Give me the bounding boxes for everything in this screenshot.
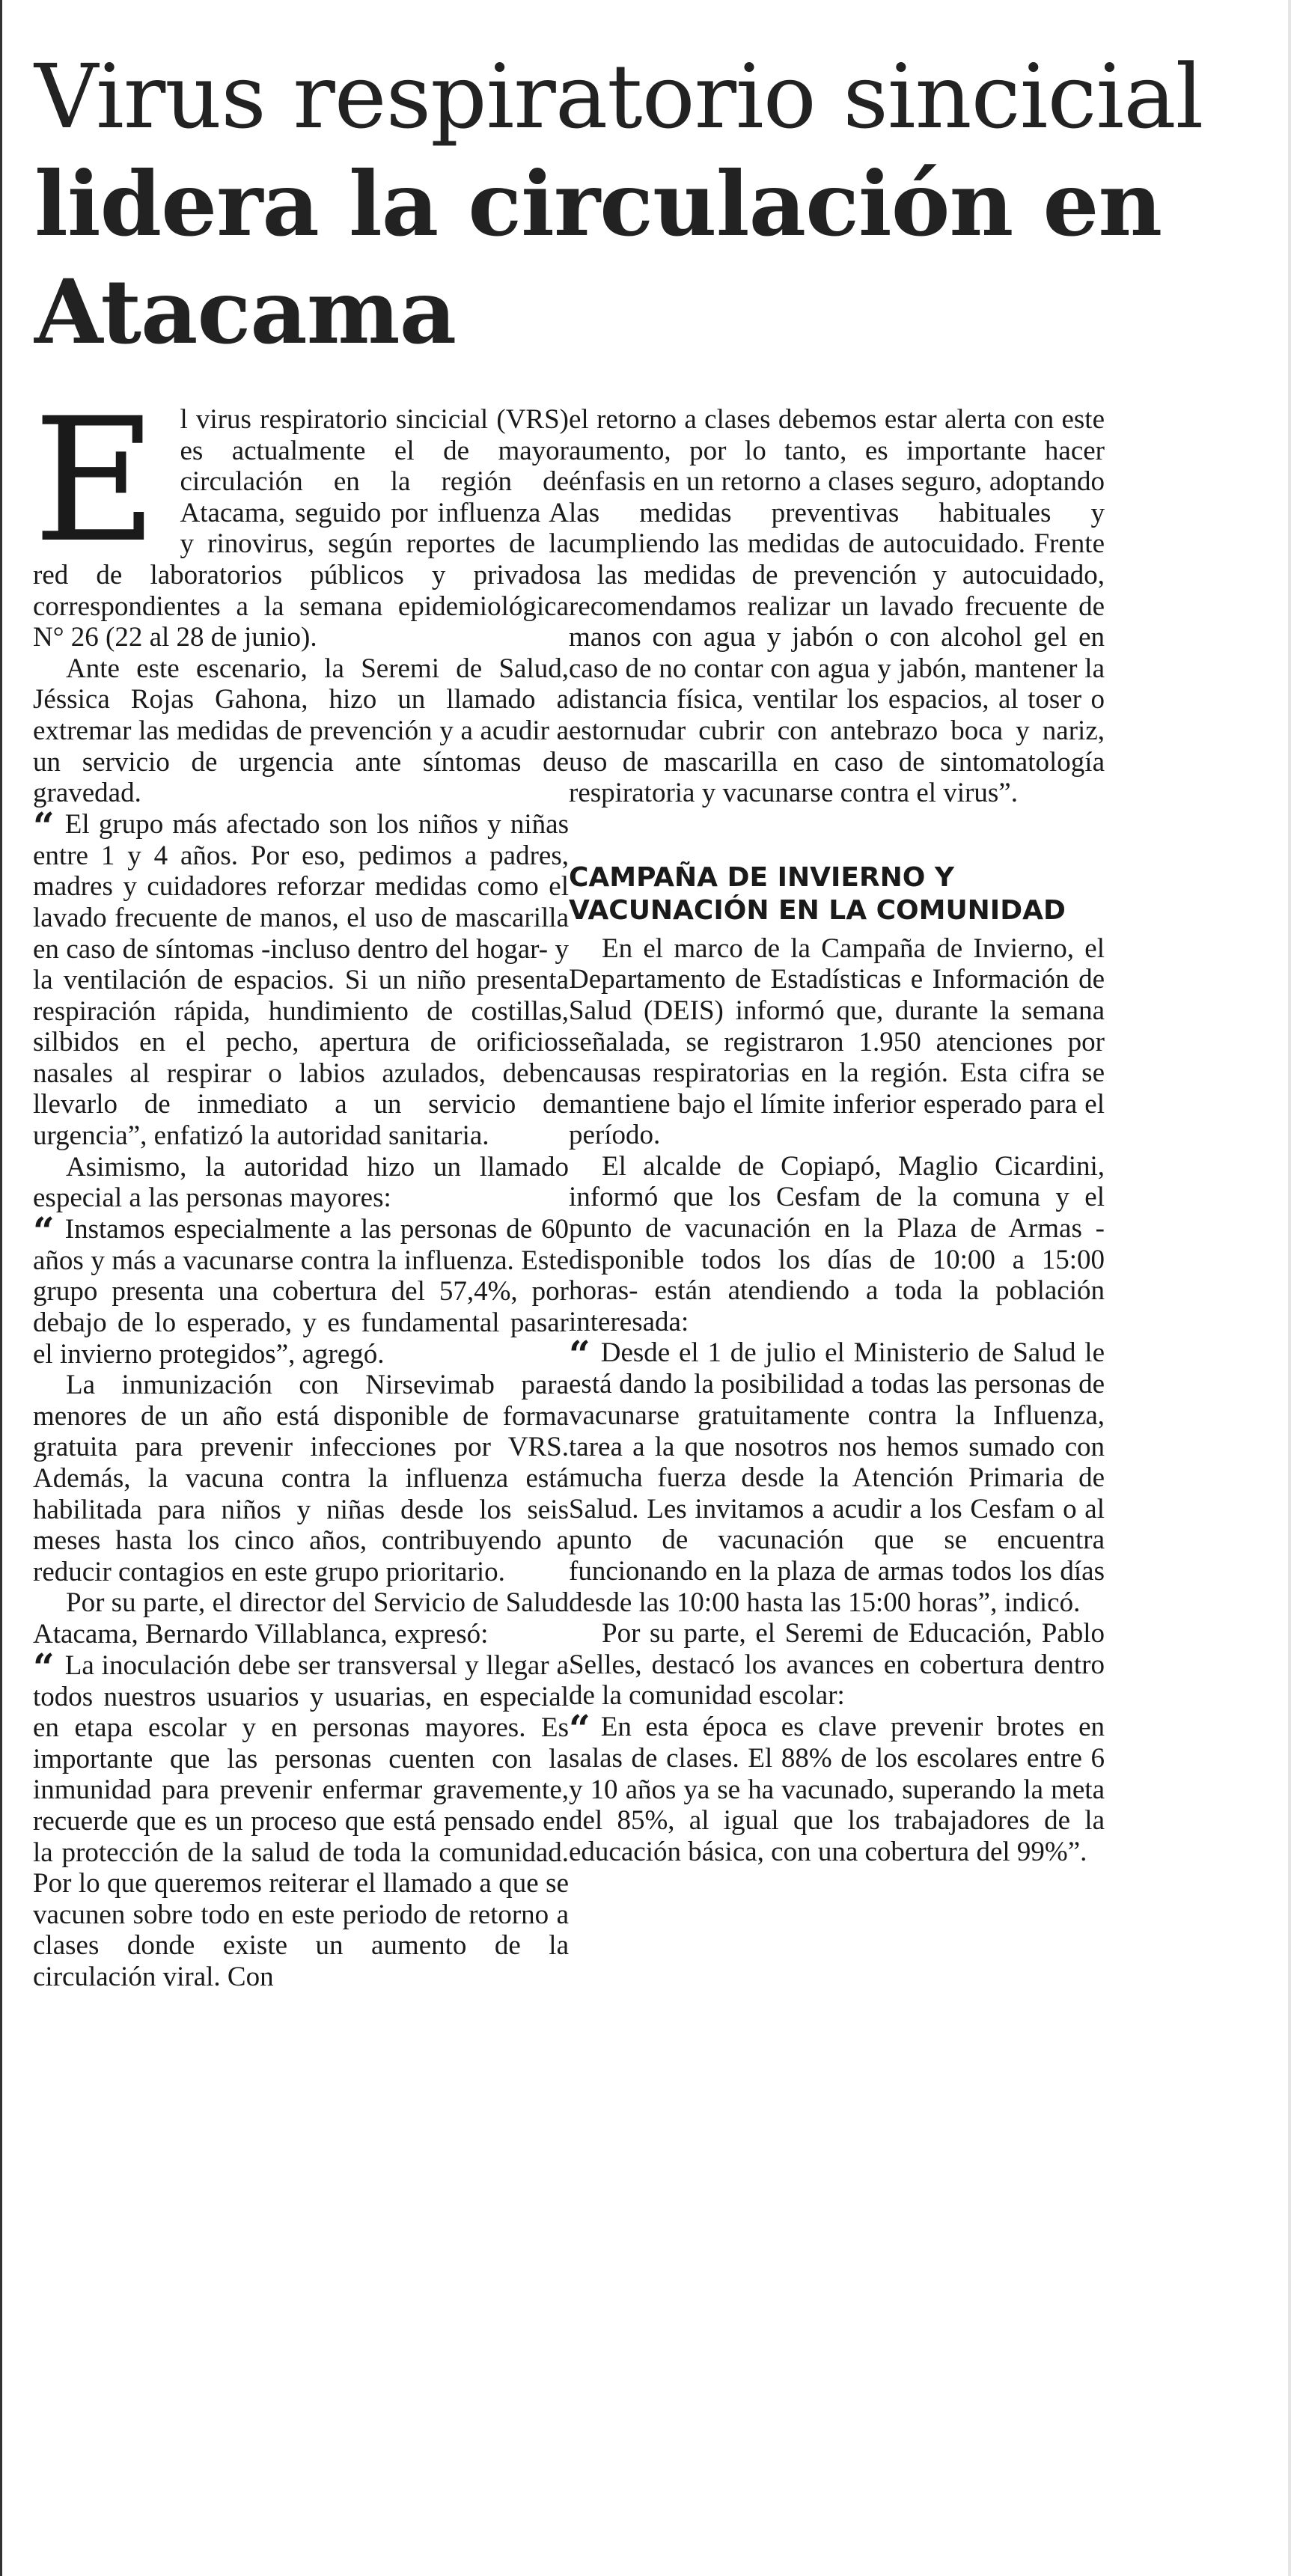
body-paragraph: La inmunización con Nirsevimab para menores de un año está disponible de forma gratuita para prevenir infecciones por VRS. Además, la vacuna contra la influenza está habilitada para niños y niñas desde los seis meses hasta los cinco años, contribuyendo a reducir contagios en este grupo prioritario. bbox=[33, 1370, 569, 1587]
quote-mark-icon: “ bbox=[33, 803, 55, 848]
article-headline bbox=[34, 43, 1262, 366]
quote-text: Instamos especialmente a las personas de 60 años y más a vacunarse contra la influenza. Este grupo presenta una cobertura del 57,4%, por debajo de lo esperado, y es fundamental pasar el invierno protegidos”, agregó. bbox=[33, 1213, 569, 1370]
body-paragraph: Por su parte, el Seremi de Educación, Pablo Selles, destacó los avances en cobertura dentro de la comunidad escolar: bbox=[569, 1618, 1105, 1712]
quote-continuation: el retorno a clases debemos estar alerta con este aumento, por lo tanto, es importante hacer énfasis en un retorno a clases seguro, adoptando las medidas preventivas habituales y cumpliendo las medidas de autocuidado. Frente a las medidas de prevención y autocuidado, recomendamos realizar un lavado frecuente de manos con agua y jabón o con alcohol gel en caso de no contar con agua y jabón, mantener la distancia física, ventilar los espacios, al toser o estornudar cubrir con antebrazo boca y nariz, uso de mascarilla en caso de sintomatología respiratoria y vacunarse contra el virus”. bbox=[569, 404, 1105, 809]
quote-text: La inoculación debe ser transversal y llegar a todos nuestros usuarios y usuarias, en especial en etapa escolar y en personas mayores. Es importante que las personas cuenten con la inmunidad para prevenir enfermar gravemente, recuerde que es un proceso que está pensado en la protección de la salud de toda la comunidad. Por lo que queremos reiterar el llamado a que se vacunen sobre todo en este periodo de retorno a clases donde existe un aumento de la circulación viral. Con bbox=[33, 1649, 569, 1992]
quote-text: En esta época es clave prevenir brotes en salas de clases. El 88% de los escolares entre 6 y 10 años ya se ha vacunado, superando la meta del 85%, al igual que los trabajadores de la educación básica, con una cobertura del 99%”. bbox=[569, 1711, 1105, 1867]
quote-paragraph bbox=[33, 1208, 569, 1370]
quote-mark-icon: “ bbox=[569, 1332, 590, 1377]
quote-paragraph bbox=[33, 1644, 569, 1993]
quote-text: El grupo más afectado son los niños y niñas entre 1 y 4 años. Por eso, pedimos a padres, madres y cuidadores reforzar medidas como el lavado frecuente de manos, el uso de mascarilla en caso de síntomas -incluso dentro del hogar- y la ventilación de espacios. Si un niño presenta respiración rápida, hundimiento de costillas, silbidos en el pecho, apertura de orificios nasales al respirar o labios azulados, deben llevarlo de inmediato a un servicio de urgencia”, enfatizó la autoridad sanitaria. bbox=[33, 808, 569, 1152]
body-paragraph: El alcalde de Copiapó, Maglio Cicardini, informó que los Cesfam de la comuna y el punto de vacunación en la Plaza de Armas -disponible todos los días de 10:00 a 15:00 horas- están atendiendo a toda la población interesada: bbox=[569, 1150, 1105, 1337]
article-column-left bbox=[33, 381, 569, 1993]
lead-text: l virus respiratorio sincicial (VRS) es actualmente el de mayor circulación en la región de Atacama, seguido por influenza A y rinovirus, según reportes de la red de laboratorios públicos y privados correspondientes a la semana epidemiológica N° 26 (22 al 28 de junio). bbox=[33, 404, 569, 653]
article-column-right bbox=[569, 404, 1105, 1867]
body-paragraph: Por su parte, el director del Servicio de Salud Atacama, Bernardo Villablanca, expresó: bbox=[33, 1587, 569, 1649]
lead-paragraph bbox=[33, 381, 569, 653]
headline-bold: lidera la circulación en Atacama bbox=[34, 152, 1162, 364]
headline-light: Virus respiratorio sincicial bbox=[34, 45, 1203, 148]
body-paragraph: Asimismo, la autoridad hizo un llamado especial a las personas mayores: bbox=[33, 1151, 569, 1214]
quote-paragraph bbox=[33, 803, 569, 1152]
drop-cap: E bbox=[33, 381, 158, 580]
quote-mark-icon: “ bbox=[569, 1706, 590, 1751]
quote-mark-icon: “ bbox=[33, 1208, 55, 1253]
body-paragraph: En el marco de la Campaña de Invierno, el Departamento de Estadísticas e Información de Salud (DEIS) informó que, durante la semana señalada, se registraron 1.950 atenciones por causas respiratorias en la región. Esta cifra se mantiene bajo el límite inferior esperado para el período. bbox=[569, 933, 1105, 1151]
quote-paragraph bbox=[569, 1332, 1105, 1618]
quote-mark-icon: “ bbox=[33, 1644, 55, 1689]
quote-paragraph bbox=[569, 1706, 1105, 1867]
page-border-right bbox=[1288, 0, 1291, 2576]
body-paragraph: Ante este escenario, la Seremi de Salud, Jéssica Rojas Gahona, hizo un llamado a extremar las medidas de prevención y a acudir a un servicio de urgencia ante síntomas de gravedad. bbox=[33, 653, 569, 809]
page-border-left bbox=[0, 0, 2, 2576]
quote-text: Desde el 1 de julio el Ministerio de Salud le está dando la posibilidad a todas las personas de vacunarse gratuitamente contra la Influenza, tarea a la que nosotros nos hemos sumado con mucha fuerza desde la Atención Primaria de Salud. Les invitamos a acudir a los Cesfam o al punto de vacunación que se encuentra funcionando en la plaza de armas todos los días desde las 10:00 hasta las 15:00 horas”, indicó. bbox=[569, 1337, 1105, 1618]
section-subheading: CAMPAÑA DE INVIERNO Y VACUNACIÓN EN LA COMUNIDAD bbox=[569, 861, 1066, 926]
